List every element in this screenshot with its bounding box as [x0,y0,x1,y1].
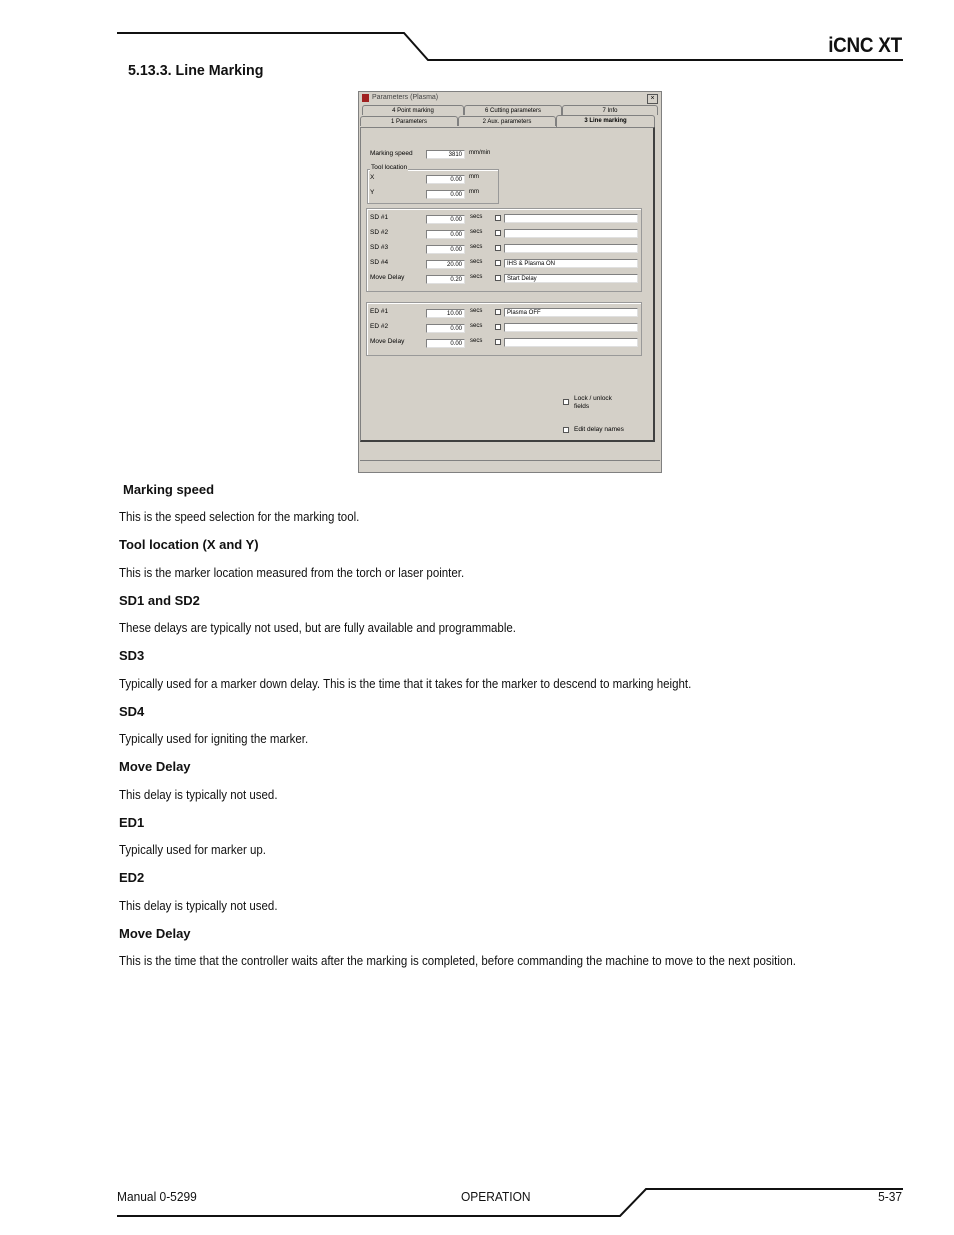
tab-info[interactable]: 7 Info [562,105,658,115]
start-delay-checkbox[interactable] [495,230,501,236]
y-input[interactable]: 0.00 [426,190,465,199]
heading-sd4: SD4 [119,704,145,719]
edit-delay-names-label: Edit delay names [574,426,624,433]
marking-speed-label: Marking speed [370,150,413,157]
text-sd3: Typically used for a marker down delay. This is the time that it takes for the marker to descend to marking height. [119,677,692,691]
text-sd1-sd2: These delays are typically not used, but are fully available and programmable. [119,621,516,635]
start-delay-input[interactable]: 0.00 [426,215,465,224]
start-delay-label: Move Delay [370,274,405,281]
edit-delay-names-checkbox[interactable] [563,427,569,433]
heading-move-delay-end: Move Delay [119,926,191,941]
start-delay-unit: secs [470,214,483,220]
heading-sd3: SD3 [119,648,145,663]
footer-page: 5-37 [878,1189,902,1204]
start-delay-unit: secs [470,274,483,280]
text-sd4: Typically used for igniting the marker. [119,732,309,746]
dialog-titlebar [360,93,660,104]
start-delay-checkbox[interactable] [495,215,501,221]
x-unit: mm [469,174,479,180]
start-delay-label: SD #3 [370,244,389,251]
y-unit: mm [469,189,479,195]
start-delay-unit: secs [470,229,483,235]
end-delay-name-field[interactable] [504,323,638,332]
start-delay-checkbox[interactable] [495,275,501,281]
end-delay-input[interactable]: 0.00 [426,339,465,348]
end-delay-label: ED #2 [370,323,389,330]
dialog-title: Parameters (Plasma) [372,94,439,101]
start-delay-input[interactable]: 0.00 [426,230,465,239]
app-icon [362,94,369,102]
heading-sd1-sd2: SD1 and SD2 [119,593,200,608]
start-delay-input[interactable]: 20.00 [426,260,465,269]
end-delay-name-field[interactable] [504,338,638,347]
marking-speed-input[interactable]: 3810 [426,150,465,159]
tab-cutting-parameters[interactable]: 6 Cutting parameters [464,105,562,115]
start-delay-label: SD #4 [370,259,389,266]
start-delay-input[interactable]: 0.20 [426,275,465,284]
start-delay-checkbox[interactable] [495,260,501,266]
start-delay-name-field[interactable]: Start Delay [504,274,638,283]
marking-speed-unit: mm/min [469,150,491,156]
text-ed1: Typically used for marker up. [119,843,267,857]
start-delay-name-field[interactable] [504,229,638,238]
close-button[interactable]: × [647,94,658,104]
tab-aux-parameters[interactable]: 2 Aux. parameters [458,116,556,126]
heading-ed1: ED1 [119,815,145,830]
text-move-delay-start: This delay is typically not used. [119,788,278,802]
brand-title: iCNC XT [828,34,902,57]
text-ed2: This delay is typically not used. [119,899,278,913]
start-delay-unit: secs [470,244,483,250]
end-delay-checkbox[interactable] [495,339,501,345]
header-rule [0,0,954,70]
status-bar [360,460,660,471]
lock-unlock-label: Lock / unlock fields [574,395,612,410]
text-marking-speed: This is the speed selection for the marking tool. [119,510,360,524]
end-delay-input[interactable]: 0.00 [426,324,465,333]
heading-ed2: ED2 [119,870,145,885]
heading-move-delay-start: Move Delay [119,759,191,774]
start-delay-label: SD #1 [370,214,389,221]
y-label: Y [370,189,375,196]
heading-marking-speed: Marking speed [123,482,215,497]
start-delay-checkbox[interactable] [495,245,501,251]
line-marking-panel [360,127,655,442]
end-delay-checkbox[interactable] [495,309,501,315]
start-delay-name-field[interactable]: IHS & Plasma ON [504,259,638,268]
end-delay-label: ED #1 [370,308,389,315]
end-delay-unit: secs [470,338,483,344]
text-tool-location: This is the marker location measured from the torch or laser pointer. [119,566,465,580]
x-input[interactable]: 0.00 [426,175,465,184]
tool-location-label: Tool location [371,164,408,171]
end-delay-input[interactable]: 10.00 [426,309,465,318]
end-delay-unit: secs [470,308,483,314]
end-delay-label: Move Delay [370,338,405,345]
text-move-delay-end: This is the time that the controller waits after the marking is completed, before commanding the machine to move to the next position. [119,954,796,968]
tab-parameters[interactable]: 1 Parameters [360,116,458,126]
section-title: 5.13.3. Line Marking [128,62,264,79]
parameters-dialog [358,91,662,473]
x-label: X [370,174,375,181]
lock-unlock-checkbox[interactable] [563,399,569,405]
start-delay-input[interactable]: 0.00 [426,245,465,254]
start-delay-label: SD #2 [370,229,389,236]
start-delay-name-field[interactable] [504,244,638,253]
footer-manual: Manual 0-5299 [117,1189,197,1204]
end-delay-checkbox[interactable] [495,324,501,330]
tab-point-marking[interactable]: 4 Point marking [362,105,464,115]
tab-line-marking[interactable]: 3 Line marking [556,115,655,127]
footer-section: OPERATION [461,1189,531,1204]
end-delay-name-field[interactable]: Plasma OFF [504,308,638,317]
start-delay-unit: secs [470,259,483,265]
end-delay-unit: secs [470,323,483,329]
start-delay-name-field[interactable] [504,214,638,223]
heading-tool-location: Tool location (X and Y) [119,537,259,552]
